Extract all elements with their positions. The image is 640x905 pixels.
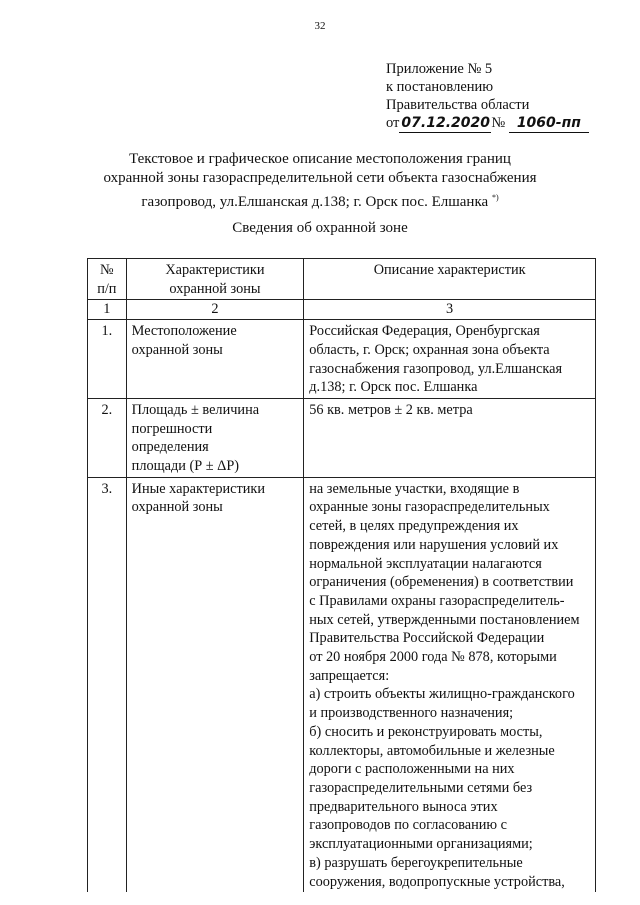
column-index-3: 3 [304, 300, 596, 320]
description-line: в) разрушать берегоукрепительные [309, 854, 523, 871]
section-subtitle: Сведения об охранной зоне [232, 220, 408, 236]
description-line: ных сетей, утвержденными постановлением [309, 611, 580, 628]
header-characteristics-line-1: Характеристики [165, 262, 265, 278]
description-line: предварительного выноса этих [309, 798, 498, 815]
handwritten-date: 07.12.2020 [401, 115, 490, 131]
zone-info-table [87, 258, 596, 892]
table-header-row [88, 259, 596, 300]
from-label: от [386, 115, 400, 131]
column-index-1: 1 [88, 300, 127, 320]
title-line-3-text: газопровод, ул.Елшанская д.138; г. Орск пос. Елшанка [141, 194, 489, 210]
description-line: ограничения (обременения) в соответствии [309, 574, 574, 591]
description-line: Российская Федерация, Оренбургская [309, 323, 540, 340]
appendix-reference: к постановлению [386, 79, 494, 95]
description-line: охранные зоны газораспределительных [309, 499, 550, 516]
description-line: область, г. Орск; охранная зона объекта [309, 341, 550, 358]
description-line: сооружения, водопропускные устройства, [309, 873, 565, 890]
appendix-date-line [386, 114, 589, 133]
column-index-2: 2 [126, 300, 304, 320]
characteristic-line: охранной зоны [131, 341, 223, 358]
page-number: 32 [314, 20, 326, 32]
description-line: б) сносить и реконструировать мосты, [309, 723, 543, 740]
characteristic-line: Иные характеристики [131, 480, 265, 497]
table-row [88, 477, 596, 892]
description-line: газораспределительными сетями без [309, 779, 533, 796]
number-label: № [491, 115, 506, 131]
table-row [88, 398, 596, 477]
characteristic-line: охранной зоны [131, 499, 223, 516]
appendix-header [386, 60, 589, 133]
description-line: нормальной эксплуатации налагаются [309, 555, 542, 572]
row-number: 3. [88, 477, 127, 892]
footnote-mark: *) [491, 193, 499, 202]
table-body [88, 320, 596, 893]
header-description: Описание характеристик [304, 259, 596, 300]
description-line: эксплуатационными организациями; [309, 836, 533, 853]
description-line: Правительства Российской Федерации [309, 630, 545, 647]
description-line: а) строить объекты жилищно-гражданского [309, 686, 575, 703]
column-index-row [88, 300, 596, 320]
title-line-3 [70, 188, 570, 212]
characteristic-line: площади (Р ± ΔР) [131, 458, 240, 475]
title-line-2: охранной зоны газораспределительной сети объекта газоснабжения [103, 170, 537, 186]
description-line: от 20 ноября 2000 года № 878, которыми [309, 649, 557, 666]
description-line: на земельные участки, входящие в [309, 480, 520, 497]
handwritten-number: 1060-пп [509, 114, 589, 133]
row-characteristic [126, 477, 304, 892]
title-line-1: Текстовое и графическое описание местоположения границ [129, 151, 511, 167]
characteristic-line: определения [131, 439, 209, 456]
row-description [304, 320, 596, 399]
description-line: 56 кв. метров ± 2 кв. метра [309, 401, 473, 418]
description-line: дороги с расположенными на них [309, 761, 515, 778]
description-line: д.138; г. Орск пос. Елшанка [309, 379, 478, 396]
characteristic-line: Площадь ± величина [131, 401, 260, 418]
description-line: и производственного назначения; [309, 705, 514, 722]
document-title [70, 150, 570, 212]
row-number: 2. [88, 398, 127, 477]
table-row [88, 320, 596, 399]
description-line: газопроводов по согласованию с [309, 817, 508, 834]
description-line: запрещается: [309, 667, 390, 684]
description-line: сетей, в целях предупреждения их [309, 518, 519, 535]
row-number: 1. [88, 320, 127, 399]
row-description [304, 477, 596, 892]
characteristic-line: Местоположение [131, 323, 237, 340]
header-characteristics [126, 259, 304, 300]
row-characteristic [126, 320, 304, 399]
characteristic-line: погрешности [131, 420, 213, 437]
appendix-number: Приложение № 5 [386, 61, 493, 77]
header-number-line-2: п/п [97, 280, 117, 297]
row-characteristic [126, 398, 304, 477]
appendix-authority: Правительства области [386, 97, 530, 113]
description-line: газоснабжения газопровод, ул.Елшанская [309, 360, 563, 377]
description-line: повреждения или нарушения условий их [309, 536, 559, 553]
header-number-line-1: № [100, 262, 114, 278]
description-line: коллекторы, автомобильные и железные [309, 742, 555, 759]
header-number [88, 259, 127, 300]
header-characteristics-line-2: охранной зоны [169, 280, 261, 297]
row-description [304, 398, 596, 477]
description-line: с Правилами охраны газораспределитель- [309, 592, 565, 609]
